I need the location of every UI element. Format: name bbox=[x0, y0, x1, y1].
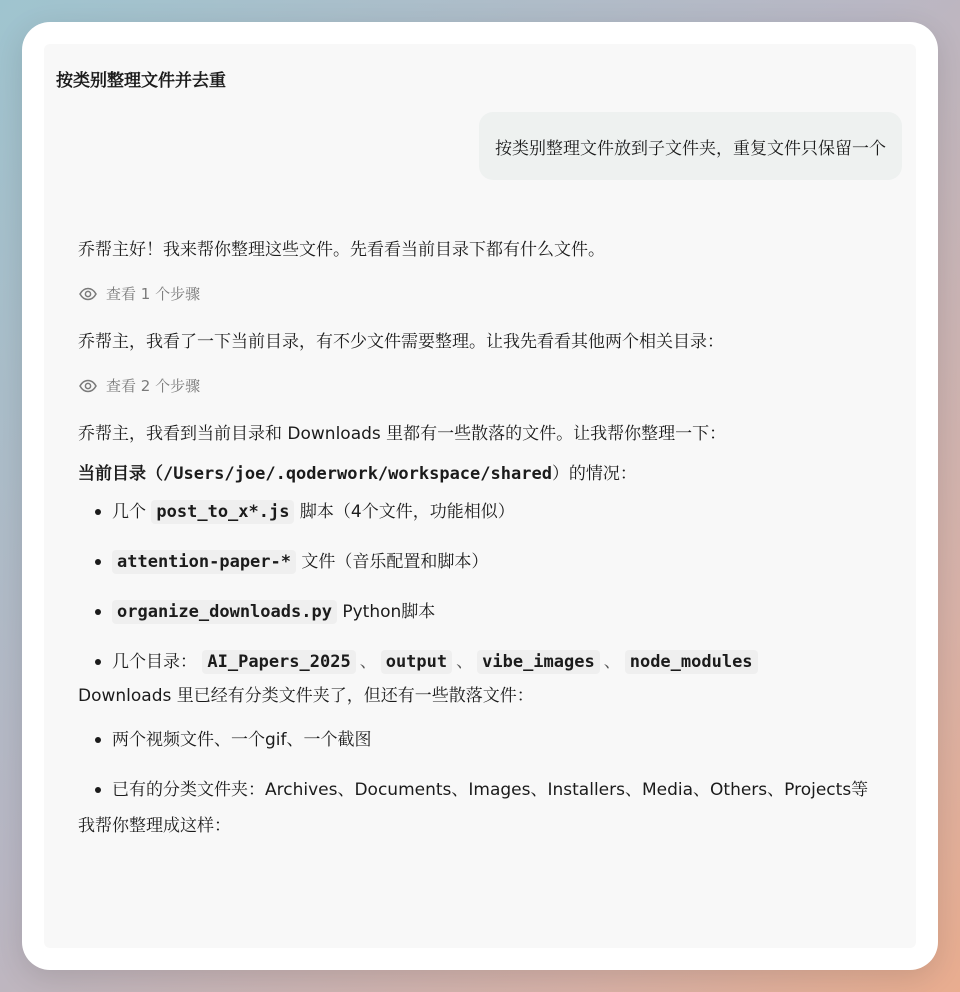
view-steps-label: 查看 2 个步骤 bbox=[106, 377, 201, 395]
current-dir-path: /Users/joe/.qoderwork/workspace/shared bbox=[163, 464, 552, 484]
inline-code: output bbox=[381, 650, 452, 674]
list-item: organize_downloads.py Python脚本 bbox=[78, 593, 878, 631]
assistant-para-3: 乔帮主，我看到当前目录和 Downloads 里都有一些散落的文件。让我帮你整理一下： bbox=[78, 424, 727, 444]
downloads-list bbox=[78, 721, 878, 809]
eye-icon bbox=[78, 376, 98, 396]
assistant-message bbox=[78, 237, 878, 839]
list-item: attention-paper-* 文件（音乐配置和脚本） bbox=[78, 543, 878, 581]
eye-icon bbox=[78, 284, 98, 304]
view-steps-toggle-2[interactable] bbox=[78, 375, 878, 397]
app-window bbox=[22, 22, 938, 970]
inline-code: attention-paper-* bbox=[112, 550, 296, 574]
inline-code: node_modules bbox=[625, 650, 758, 674]
view-steps-label: 查看 1 个步骤 bbox=[106, 285, 201, 303]
downloads-para: Downloads 里已经有分类文件夹了，但还有一些散落文件： bbox=[78, 686, 534, 706]
assistant-final-line: 我帮你整理成这样： bbox=[78, 816, 231, 836]
current-dir-suffix: ）的情况： bbox=[551, 464, 637, 484]
assistant-para-2: 乔帮主，我看了一下当前目录，有不少文件需要整理。让我先看看其他两个相关目录： bbox=[78, 332, 724, 352]
user-message-text: 按类别整理文件放到子文件夹，重复文件只保留一个 bbox=[495, 138, 886, 159]
assistant-greeting: 乔帮主好！我来帮你整理这些文件。先看看当前目录下都有什么文件。 bbox=[78, 240, 605, 260]
inline-code: organize_downloads.py bbox=[112, 600, 337, 624]
view-steps-toggle-1[interactable] bbox=[78, 283, 878, 305]
list-item: 几个目录： AI_Papers_2025 、 output 、 vibe_images 、 node_modules bbox=[78, 643, 878, 681]
current-dir-list bbox=[78, 493, 878, 681]
list-item: 几个 post_to_x*.js 脚本（4个文件，功能相似） bbox=[78, 493, 878, 531]
inline-code: AI_Papers_2025 bbox=[202, 650, 355, 674]
list-item: 两个视频文件、一个gif、一个截图 bbox=[78, 721, 878, 759]
current-dir-prefix: 当前目录（ bbox=[78, 464, 163, 484]
conversation-title: 按类别整理文件并去重 bbox=[56, 71, 226, 91]
inline-code: post_to_x*.js bbox=[151, 500, 294, 524]
user-message-bubble bbox=[479, 112, 902, 180]
current-dir-heading bbox=[78, 461, 878, 487]
inline-code: vibe_images bbox=[477, 650, 600, 674]
list-item: 已有的分类文件夹：Archives、Documents、Images、Installers、Media、Others、Projects等 bbox=[78, 771, 878, 809]
